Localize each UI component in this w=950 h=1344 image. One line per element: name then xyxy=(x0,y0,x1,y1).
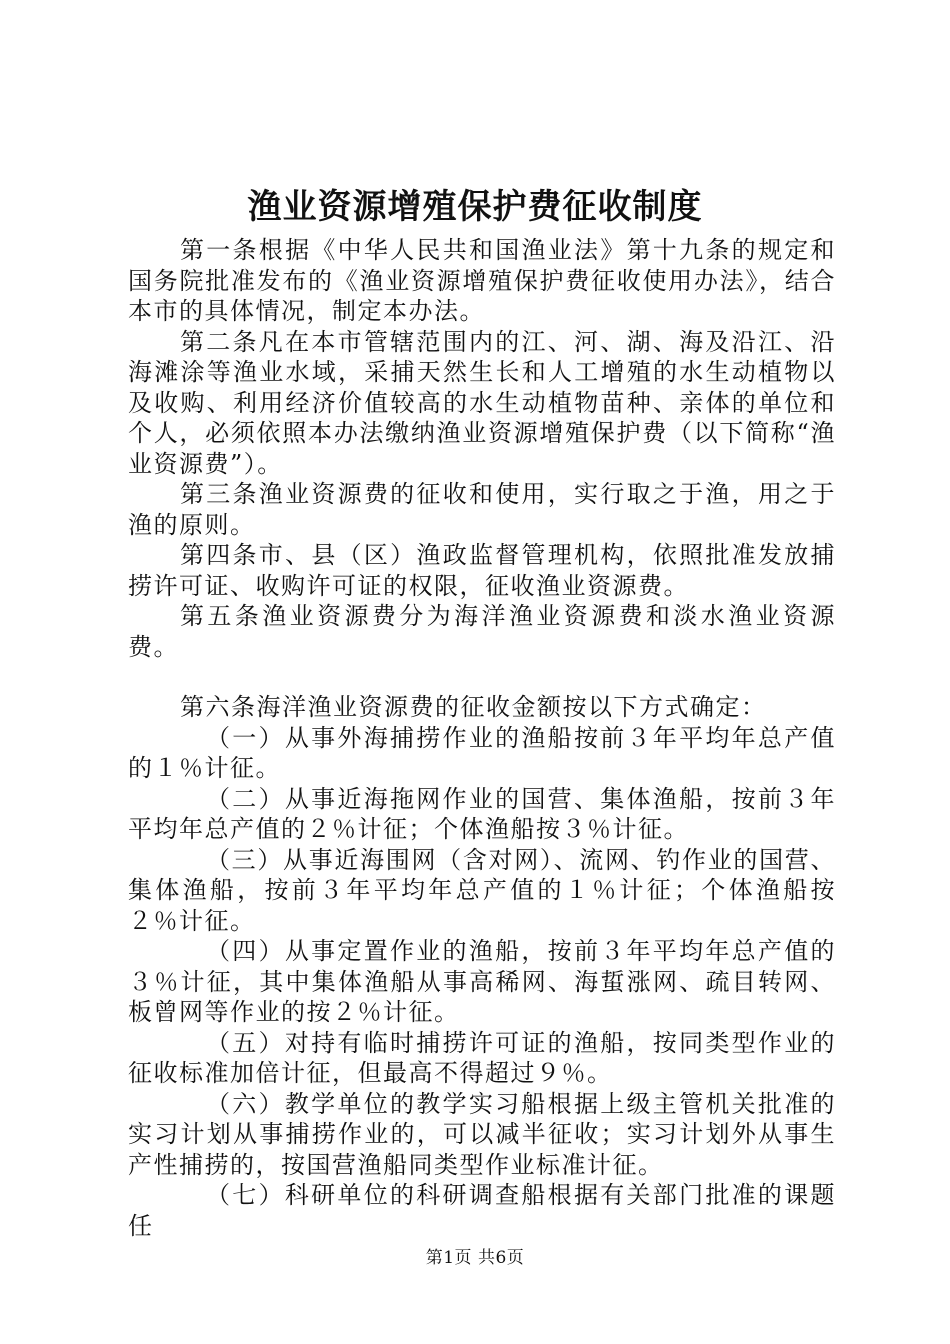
document-body xyxy=(128,235,836,1241)
paragraph-article-4: 第四条市、县（区）渔政监督管理机构，依照批准发放捕捞许可证、收购许可证的权限，征收渔业资源费。 xyxy=(128,541,836,600)
paragraph-item-6: （六）教学单位的教学实习船根据上级主管机关批准的实习计划从事捕捞作业的，可以减半征收；实习计划外从事生产性捕捞的，按国营渔船同类型作业标准计征。 xyxy=(128,1089,836,1179)
paragraph-item-2: （二）从事近海拖网作业的国营、集体渔船，按前３年平均年总产值的２％计征；个体渔船按３％计征。 xyxy=(128,784,836,843)
paragraph-item-7: （七）科研单位的科研调查船根据有关部门批准的课题任 xyxy=(128,1181,836,1240)
paragraph-article-6: 第六条海洋渔业资源费的征收金额按以下方式确定： xyxy=(180,693,767,721)
paragraph-article-2: 第二条凡在本市管辖范围内的江、河、湖、海及沿江、沿海滩涂等渔业水域，采捕天然生长和人工增殖的水生动植物以及收购、利用经济价值较高的水生动植物苗种、亲体的单位和个人，必须依照本办法缴纳渔业资源增殖保护费（以下简称“渔业资源费”）。 xyxy=(128,327,836,478)
paragraph-article-1: 第一条根据《中华人民共和国渔业法》第十九条的规定和国务院批准发布的《渔业资源增殖保护费征收使用办法》，结合本市的具体情况，制定本办法。 xyxy=(128,236,836,325)
document-title: 渔业资源增殖保护费征收制度 xyxy=(247,187,703,227)
paragraph-item-3: （三）从事近海围网（含对网）、流网、钓作业的国营、集体渔船，按前３年平均年总产值的１％计征；个体渔船按２％计征。 xyxy=(128,845,836,935)
paragraph-item-5: （五）对持有临时捕捞许可证的渔船，按同类型作业的征收标准加倍计征，但最高不得超过９％。 xyxy=(128,1028,836,1087)
paragraph-item-1: （一）从事外海捕捞作业的渔船按前３年平均年总产值的１％计征。 xyxy=(128,723,836,782)
paragraph-article-5: 第五条渔业资源费分为海洋渔业资源费和淡水渔业资源费。 xyxy=(128,602,836,661)
paragraph-item-4: （四）从事定置作业的渔船，按前３年平均年总产值的３％计征，其中集体渔船从事高稀网、海蜇涨网、疏目转网、板曾网等作业的按２％计征。 xyxy=(128,937,836,1026)
page-number-footer: 第1页 共6页 xyxy=(425,1248,525,1268)
paragraph-article-3: 第三条渔业资源费的征收和使用，实行取之于渔，用之于渔的原则。 xyxy=(128,480,836,539)
